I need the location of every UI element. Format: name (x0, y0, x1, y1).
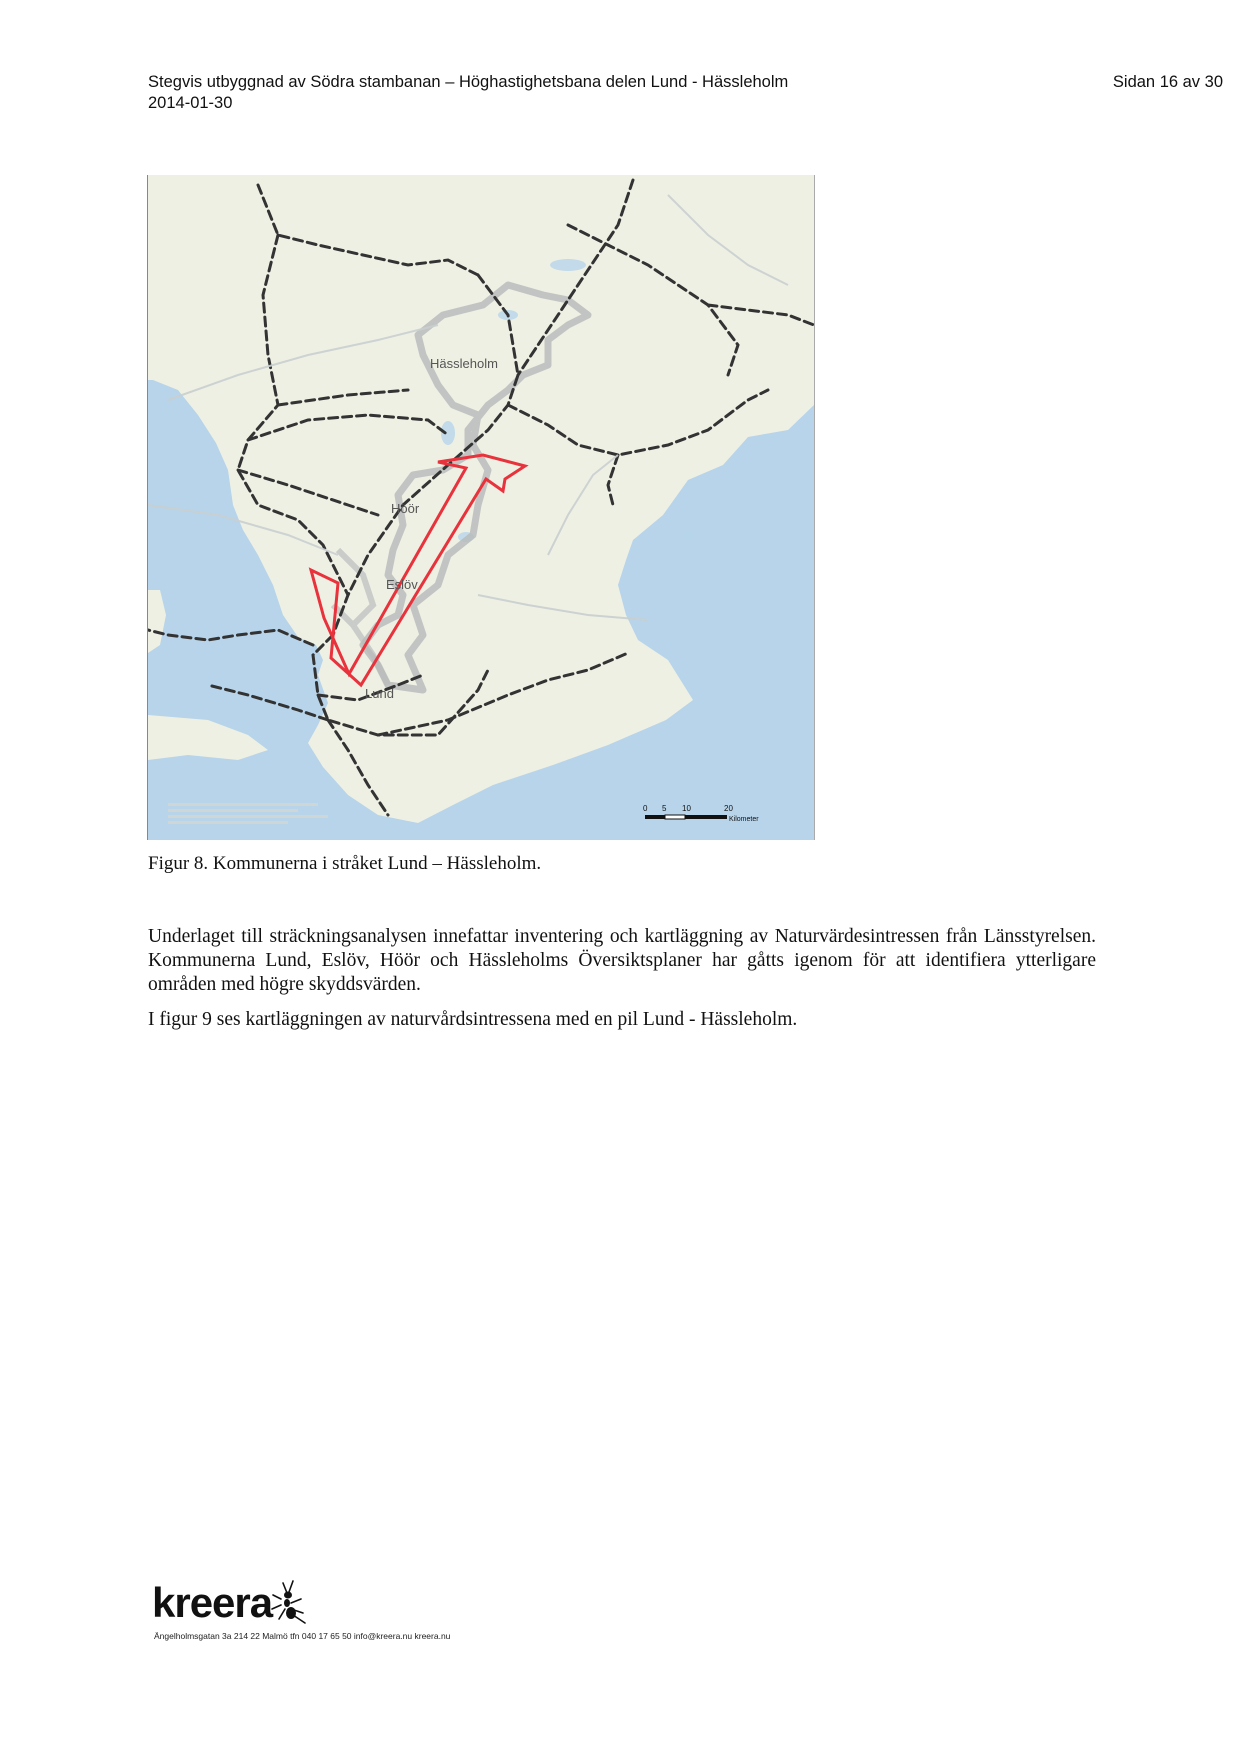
map-lake (682, 531, 694, 539)
ant-icon (269, 1575, 313, 1625)
document-date: 2014-01-30 (148, 94, 233, 112)
scale-unit: Kilometer (729, 816, 759, 823)
logo-wordmark: kreera (152, 1579, 273, 1626)
body-paragraph: I figur 9 ses kartläggningen av naturvårdsintressena med en pil Lund - Hässleholm. (148, 1009, 798, 1030)
scale-tick-label: 0 (643, 804, 648, 813)
page-number: Sidan 16 av 30 (1112, 73, 1223, 91)
document-title: Stegvis utbyggnad av Södra stambanan – Höghastighetsbana delen Lund - Hässleholm (148, 73, 789, 91)
map-label-hoor: Höör (391, 501, 420, 516)
map-figure (147, 175, 815, 840)
scale-tick-label: 20 (724, 804, 733, 813)
map-lake (550, 259, 586, 271)
map-label-lund: Lund (365, 686, 394, 701)
scale-tick-label: 10 (682, 804, 691, 813)
page-footer (152, 1575, 451, 1641)
body-paragraph: Underlaget till sträckningsanalysen innefattar inventering och kartläggning av Naturvärdesintressen från Länsstyrelsen. Kommunerna Lund, Eslöv, Höör och Hässleholms Översiktsplaner har gåtts igenom för att identifiera ytterligare områden med högre skyddsvärden. (148, 926, 1096, 995)
contact-info: Ängelholmsgatan 3a 214 22 Malmö tfn 040 17 65 50 info@kreera.nu kreera.nu (154, 1631, 451, 1641)
map-label-hassleholm: Hässleholm (430, 356, 498, 371)
scale-tick-label: 5 (662, 804, 667, 813)
map-label-eslov: Eslöv (386, 577, 418, 592)
kreera-logo (152, 1575, 352, 1635)
figure-caption: Figur 8. Kommunerna i stråket Lund – Hässleholm. (148, 853, 542, 874)
